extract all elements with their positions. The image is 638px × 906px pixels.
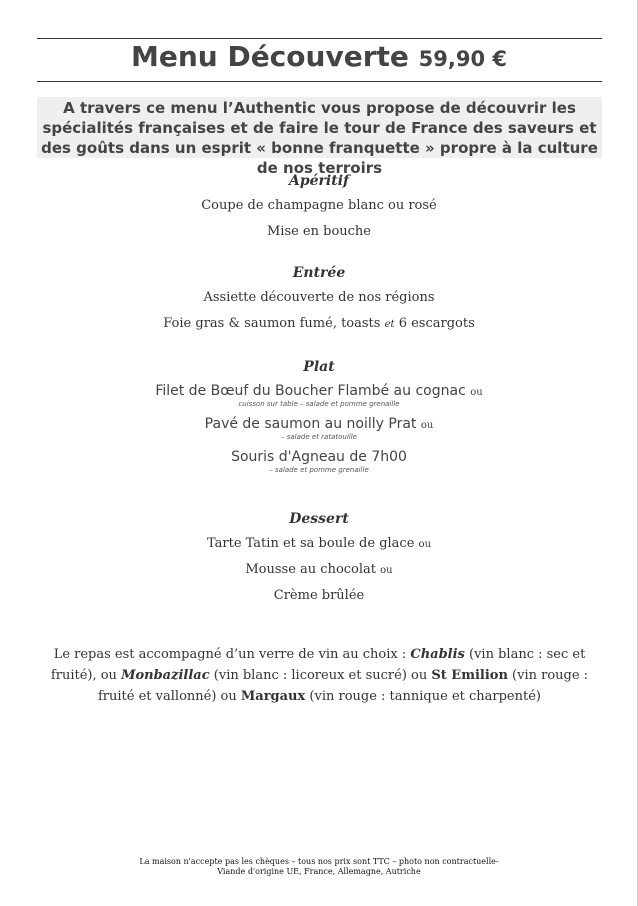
menu-item: Assiette découverte de nos régions bbox=[203, 290, 435, 305]
menu-item: Souris d'Agneau de 7h00 bbox=[231, 449, 407, 465]
section-heading: Apéritif bbox=[288, 173, 350, 189]
wine-margaux: Margaux bbox=[240, 689, 306, 704]
footer-line: Viande d'origine UE, France, Allemagne, Autriche bbox=[217, 867, 421, 876]
section-dessert bbox=[0, 511, 638, 603]
section-heading: Entrée bbox=[292, 265, 346, 281]
section-heading: Dessert bbox=[289, 511, 349, 527]
wine-text: (vin rouge : fruité et vallonné) ou bbox=[98, 668, 589, 704]
item-conjunction: ou bbox=[420, 420, 434, 431]
title-rule bbox=[37, 81, 602, 82]
footer-note bbox=[0, 857, 638, 877]
section-aperitif bbox=[0, 173, 638, 239]
menu-name: Menu Découverte bbox=[130, 40, 409, 73]
item-text: Filet de Bœuf du Boucher Flambé au cognac bbox=[155, 383, 466, 399]
top-rule bbox=[37, 38, 602, 39]
item-note: – salade et pomme grenaille bbox=[269, 466, 369, 474]
item-note: cuisson sur table – salade et pomme grenaille bbox=[238, 400, 400, 408]
menu-item bbox=[0, 383, 638, 399]
item-conjunction: ou bbox=[380, 565, 393, 576]
menu-item bbox=[0, 536, 638, 551]
item-text: Tarte Tatin et sa boule de glace bbox=[206, 536, 415, 551]
wine-text: (vin rouge : tannique et charpenté) bbox=[305, 689, 541, 704]
menu-item bbox=[0, 562, 638, 577]
menu-item bbox=[0, 316, 638, 331]
item-conjunction: et bbox=[384, 319, 395, 330]
item-conjunction: ou bbox=[470, 387, 483, 398]
menu-item bbox=[0, 416, 638, 432]
menu-item: Crème brûlée bbox=[273, 588, 365, 603]
menu-item: Mise en bouche bbox=[266, 224, 372, 239]
item-text: Mousse au chocolat bbox=[245, 562, 377, 577]
wine-st-emilion: St Emilion bbox=[431, 668, 508, 683]
intro-text: A travers ce menu l’Authentic vous propose de découvrir les spécialités françaises et de faire le tour de France des saveurs et des goûts dans un esprit « bonne franquette » propre à la culture de nos terroirs bbox=[37, 97, 602, 158]
footer-line: La maison n'accepte pas les chèques – tous nos prix sont TTC – photo non contractuelle- bbox=[139, 857, 499, 866]
wine-text: (vin blanc : sec et fruité), ou bbox=[50, 647, 586, 683]
item-text: Pavé de saumon au noilly Prat bbox=[204, 416, 417, 432]
item-conjunction: ou bbox=[418, 539, 432, 550]
page-title bbox=[0, 40, 638, 73]
wine-text: (vin blanc : licoreux et sucré) ou bbox=[209, 668, 432, 683]
section-entree bbox=[0, 265, 638, 331]
section-plat bbox=[0, 359, 638, 474]
item-text: Foie gras & saumon fumé, toasts bbox=[163, 316, 381, 331]
section-heading: Plat bbox=[303, 359, 335, 375]
wine-chablis: Chablis bbox=[410, 647, 465, 662]
wine-text: Le repas est accompagné d’un verre de vin au choix : bbox=[53, 647, 411, 662]
menu-price: 59,90 € bbox=[418, 47, 507, 71]
wine-paragraph bbox=[37, 644, 602, 707]
menu-item: Coupe de champagne blanc ou rosé bbox=[201, 198, 437, 213]
item-text: 6 escargots bbox=[398, 316, 475, 331]
wine-monbazillac: Monbazillac bbox=[121, 668, 210, 683]
item-note: – salade et ratatouille bbox=[281, 433, 357, 441]
